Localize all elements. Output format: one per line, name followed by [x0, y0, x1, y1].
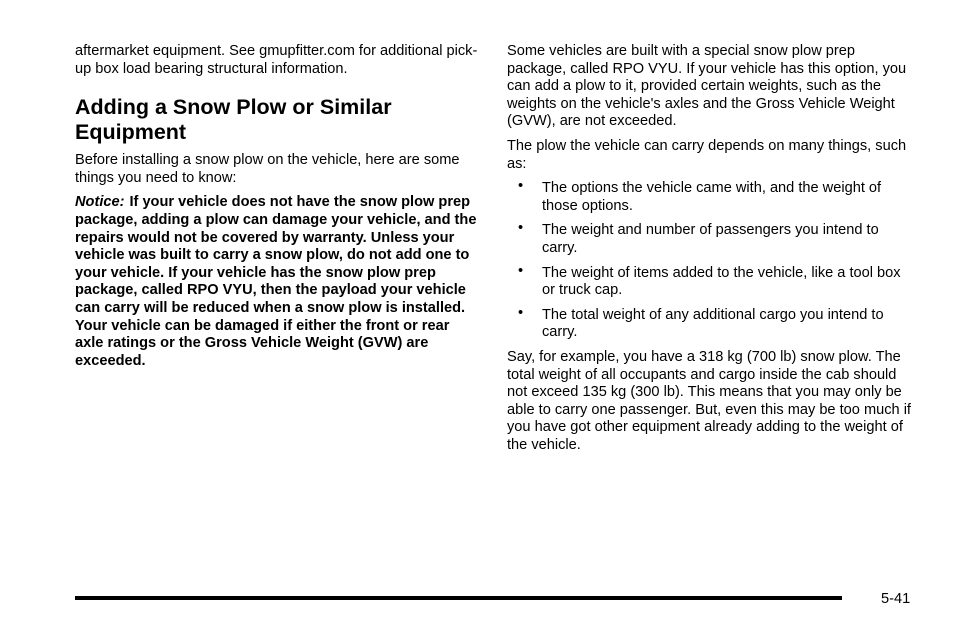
list-item	[507, 180, 917, 215]
depends-paragraph: The plow the vehicle can carry depends on many things, such as:	[507, 137, 907, 172]
right-column	[507, 43, 917, 454]
list-item-text: The total weight of any additional cargo you intend to carry.	[542, 306, 884, 341]
bullet-icon: •	[518, 178, 524, 195]
list-item	[507, 304, 917, 342]
section-heading: Adding a Snow Plow or Similar Equipment	[75, 95, 392, 145]
notice-paragraph	[75, 194, 480, 370]
notice-label: Notice:	[75, 194, 125, 211]
list-item	[507, 222, 917, 257]
page-number: 5-41	[881, 591, 911, 607]
left-column	[75, 43, 480, 370]
notice-text: If your vehicle does not have the snow plow prep package, adding a plow can damage your vehicle, and the repairs would not be covered by warranty. Unless your vehicle was built to carry a snow plow, do not add one to your vehicle. If your vehicle has the snow plow prep package, called RPO VYU, then the payload your vehicle can carry will be reduced when a snow plow is installed. Your vehicle can be damaged if either the front or rear axle ratings or the Gross Vehicle Weight (GVW) are exceeded.	[75, 194, 477, 369]
list-item-text: The weight and number of passengers you intend to carry.	[542, 222, 879, 256]
list-item-text: The options the vehicle came with, and the weight of those options.	[542, 180, 882, 214]
intro-paragraph: aftermarket equipment. See gmupfitter.com for additional pick-up box load bearing structural information.	[75, 43, 478, 77]
example-paragraph: Say, for example, you have a 318 kg (700 lb) snow plow. The total weight of all occupants and cargo inside the cab should not exceed 135 kg (300 lb). This means that you may only be able to carry one passenger. But, even this may be too much if you have got other equipment already adding to the weight of the vehicle.	[507, 348, 911, 453]
bullet-icon: •	[518, 304, 524, 321]
list-item-text: The weight of items added to the vehicle, like a tool box or truck cap.	[542, 264, 901, 299]
footer-rule	[75, 596, 842, 600]
before-installing-paragraph: Before installing a snow plow on the vehicle, here are some things you need to know:	[75, 152, 460, 186]
factors-list	[507, 180, 917, 342]
list-item	[507, 262, 917, 300]
bullet-icon: •	[518, 262, 524, 279]
bullet-icon: •	[518, 220, 524, 237]
prep-package-paragraph: Some vehicles are built with a special snow plow prep package, called RPO VYU. If your vehicle has this option, you can add a plow to it, provided certain weights, such as the weights on the vehicle's axles and the Gross Vehicle Weight (GVW), are not exceeded.	[507, 43, 907, 130]
